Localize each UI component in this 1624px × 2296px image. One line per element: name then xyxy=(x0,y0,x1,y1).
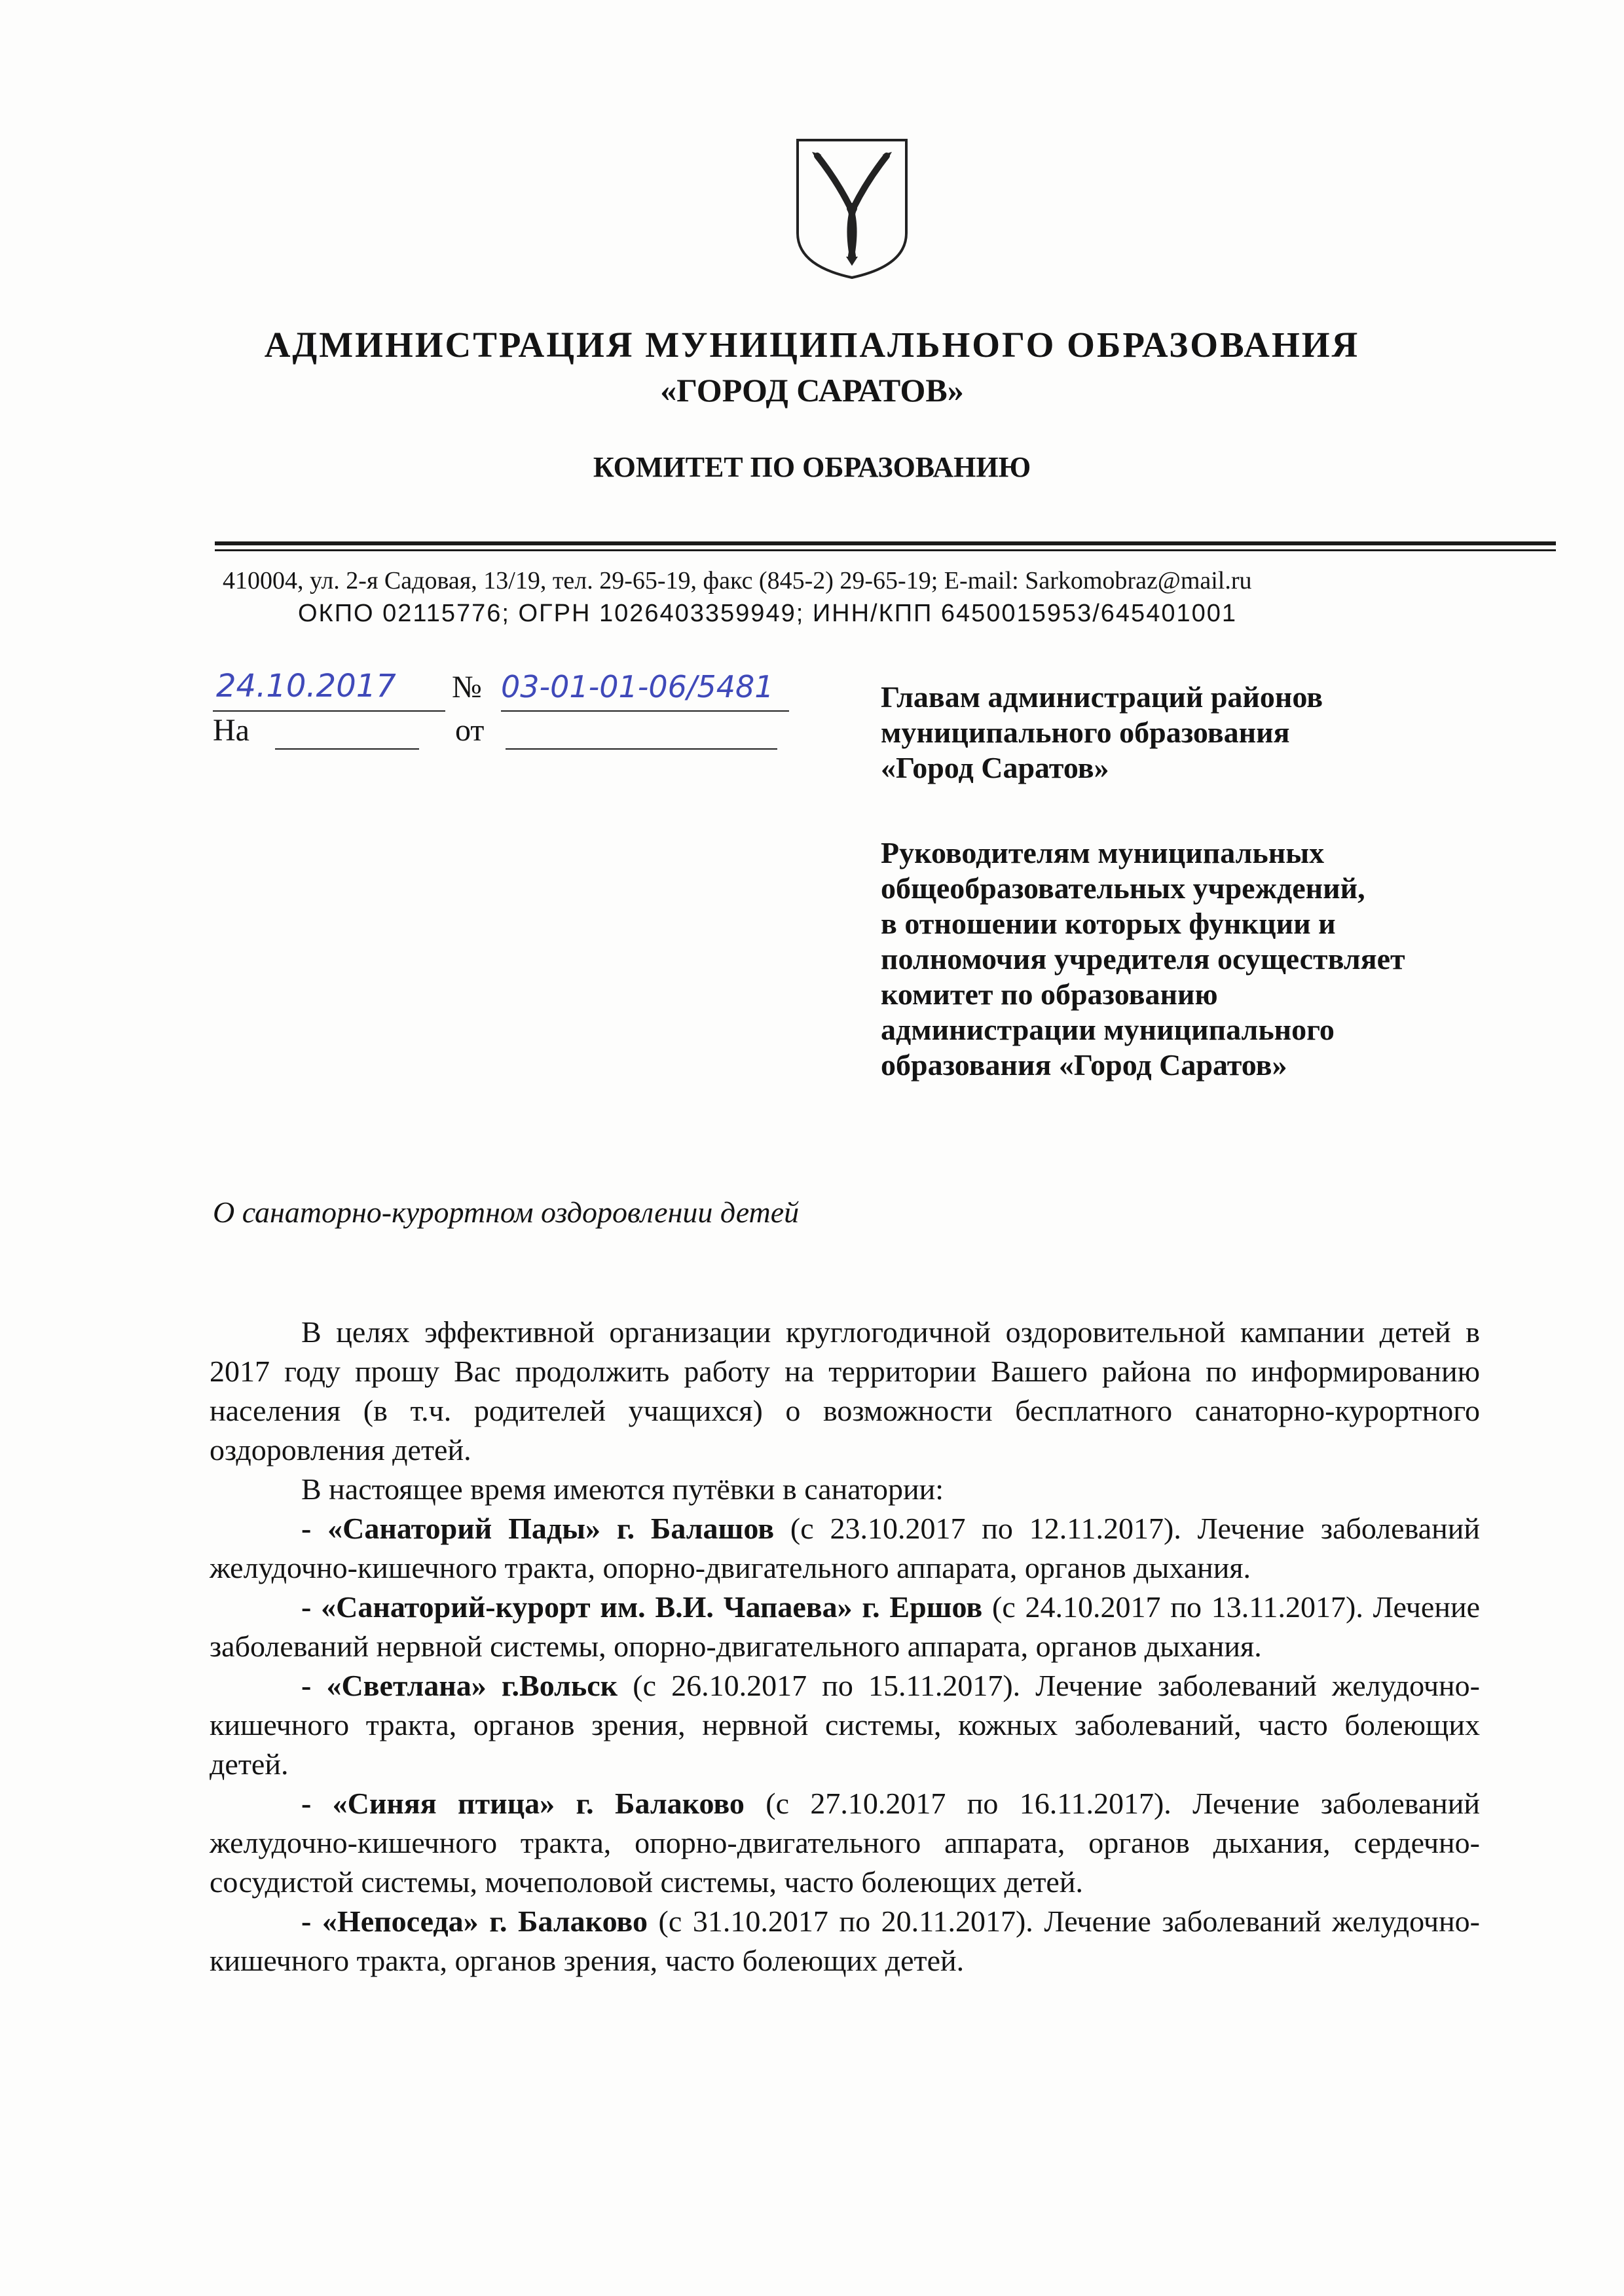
registration-date: 24.10.2017 xyxy=(216,668,396,704)
saratov-coat-of-arms-icon xyxy=(791,135,913,282)
registration-number-underline xyxy=(501,710,789,712)
sanatorium-item xyxy=(210,1588,1480,1666)
registration-date-underline xyxy=(213,710,445,712)
addressee-line: администрации муниципального xyxy=(881,1013,1335,1046)
addressee-line: комитет по образованию xyxy=(881,977,1218,1011)
sanatorium-details: (с 24.10.2017 по 13.11.2017). Лечение заболеваний нервной системы, опорно-двигательного аппарата, органов дыхания. xyxy=(210,1590,1480,1663)
letter-body xyxy=(210,1313,1480,1980)
addressee-line: муниципального образования xyxy=(881,716,1290,749)
sanatorium-item xyxy=(210,1902,1480,1980)
sanatorium-name: - «Непоседа» г. Балаково xyxy=(301,1904,648,1938)
sanatorium-details: (с 31.10.2017 по 20.11.2017). Лечение заболеваний желудочно-кишечного тракта, органов зрения, часто болеющих детей. xyxy=(210,1904,1480,1977)
registration-number: 03-01-01-06/5481 xyxy=(501,669,774,704)
addressee-block-school-heads xyxy=(881,835,1536,1083)
addressee-line: в отношении которых функции и xyxy=(881,907,1336,940)
addressee-block-district-heads xyxy=(881,680,1536,786)
sanatorium-details: (с 23.10.2017 по 12.11.2017). Лечение заболеваний желудочно-кишечного тракта, опорно-двигательного аппарата, органов дыхания. xyxy=(210,1512,1480,1584)
addressee-line: общеобразовательных учреждений, xyxy=(881,871,1365,905)
registration-number-label: № xyxy=(452,670,482,704)
sanatorium-name: - «Санаторий Пады» г. Балашов xyxy=(301,1512,775,1545)
intro-paragraph: В целях эффективной организации круглогодичной оздоровительной кампании детей в 2017 году прошу Вас продолжить работу на территории Вашего района по информированию населения (в т.ч. родителей учащихся) о возможности бесплатного санаторно-курортного оздоровления детей. xyxy=(210,1315,1480,1467)
addressee-line: полномочия учредителя осуществляет xyxy=(881,942,1405,975)
addressee-line: Главам администраций районов xyxy=(881,680,1323,714)
organization-title-line1: АДМИНИСТРАЦИЯ МУНИЦИПАЛЬНОГО ОБРАЗОВАНИЯ xyxy=(264,325,1360,365)
sanatorium-item xyxy=(210,1666,1480,1784)
contacts-address: 410004, ул. 2-я Садовая, 13/19, тел. 29-65-19, факс (845-2) 29-65-19; E-mail: Sarkomobraz@mail.ru xyxy=(223,567,1252,594)
sanatorium-details: (с 26.10.2017 по 15.11.2017). Лечение заболеваний желудочно-кишечного тракта, органов зрения, нервной системы, кожных заболеваний, часто болеющих детей. xyxy=(210,1669,1480,1781)
sanatorium-name: - «Синяя птица» г. Балаково xyxy=(301,1787,745,1820)
header-divider-thick xyxy=(215,541,1556,545)
sanatorium-item xyxy=(210,1509,1480,1588)
reply-to-blank xyxy=(275,748,419,750)
available-paragraph: В настоящее время имеются путёвки в санатории: xyxy=(301,1472,944,1506)
reply-from-blank xyxy=(506,748,777,750)
committee-title: КОМИТЕТ ПО ОБРАЗОВАНИЮ xyxy=(593,451,1031,483)
contacts-registry-codes: ОКПО 02115776; ОГРН 1026403359949; ИНН/КПП 6450015953/645401001 xyxy=(298,600,1237,627)
addressee-line: Руководителям муниципальных xyxy=(881,836,1325,869)
addressee-line: «Город Саратов» xyxy=(881,751,1109,784)
letter-subject: О санаторно-курортном оздоровлении детей xyxy=(213,1195,800,1229)
header-divider-thin xyxy=(215,549,1556,551)
sanatorium-name: - «Санаторий-курорт им. В.И. Чапаева» г. Ершов xyxy=(301,1590,983,1624)
sanatorium-name: - «Светлана» г.Вольск xyxy=(301,1669,618,1702)
reply-from-label: от xyxy=(455,713,485,748)
addressee-line: образования «Город Саратов» xyxy=(881,1048,1287,1082)
organization-title-line2: «ГОРОД САРАТОВ» xyxy=(660,372,964,409)
sanatorium-details: (с 27.10.2017 по 16.11.2017). Лечение заболеваний желудочно-кишечного тракта, опорно-двигательного аппарата, органов дыхания, сердечно-сосудистой системы, мочеполовой системы, часто болеющих детей. xyxy=(210,1787,1480,1899)
sanatorium-item xyxy=(210,1784,1480,1902)
reply-to-label: На xyxy=(213,713,249,748)
